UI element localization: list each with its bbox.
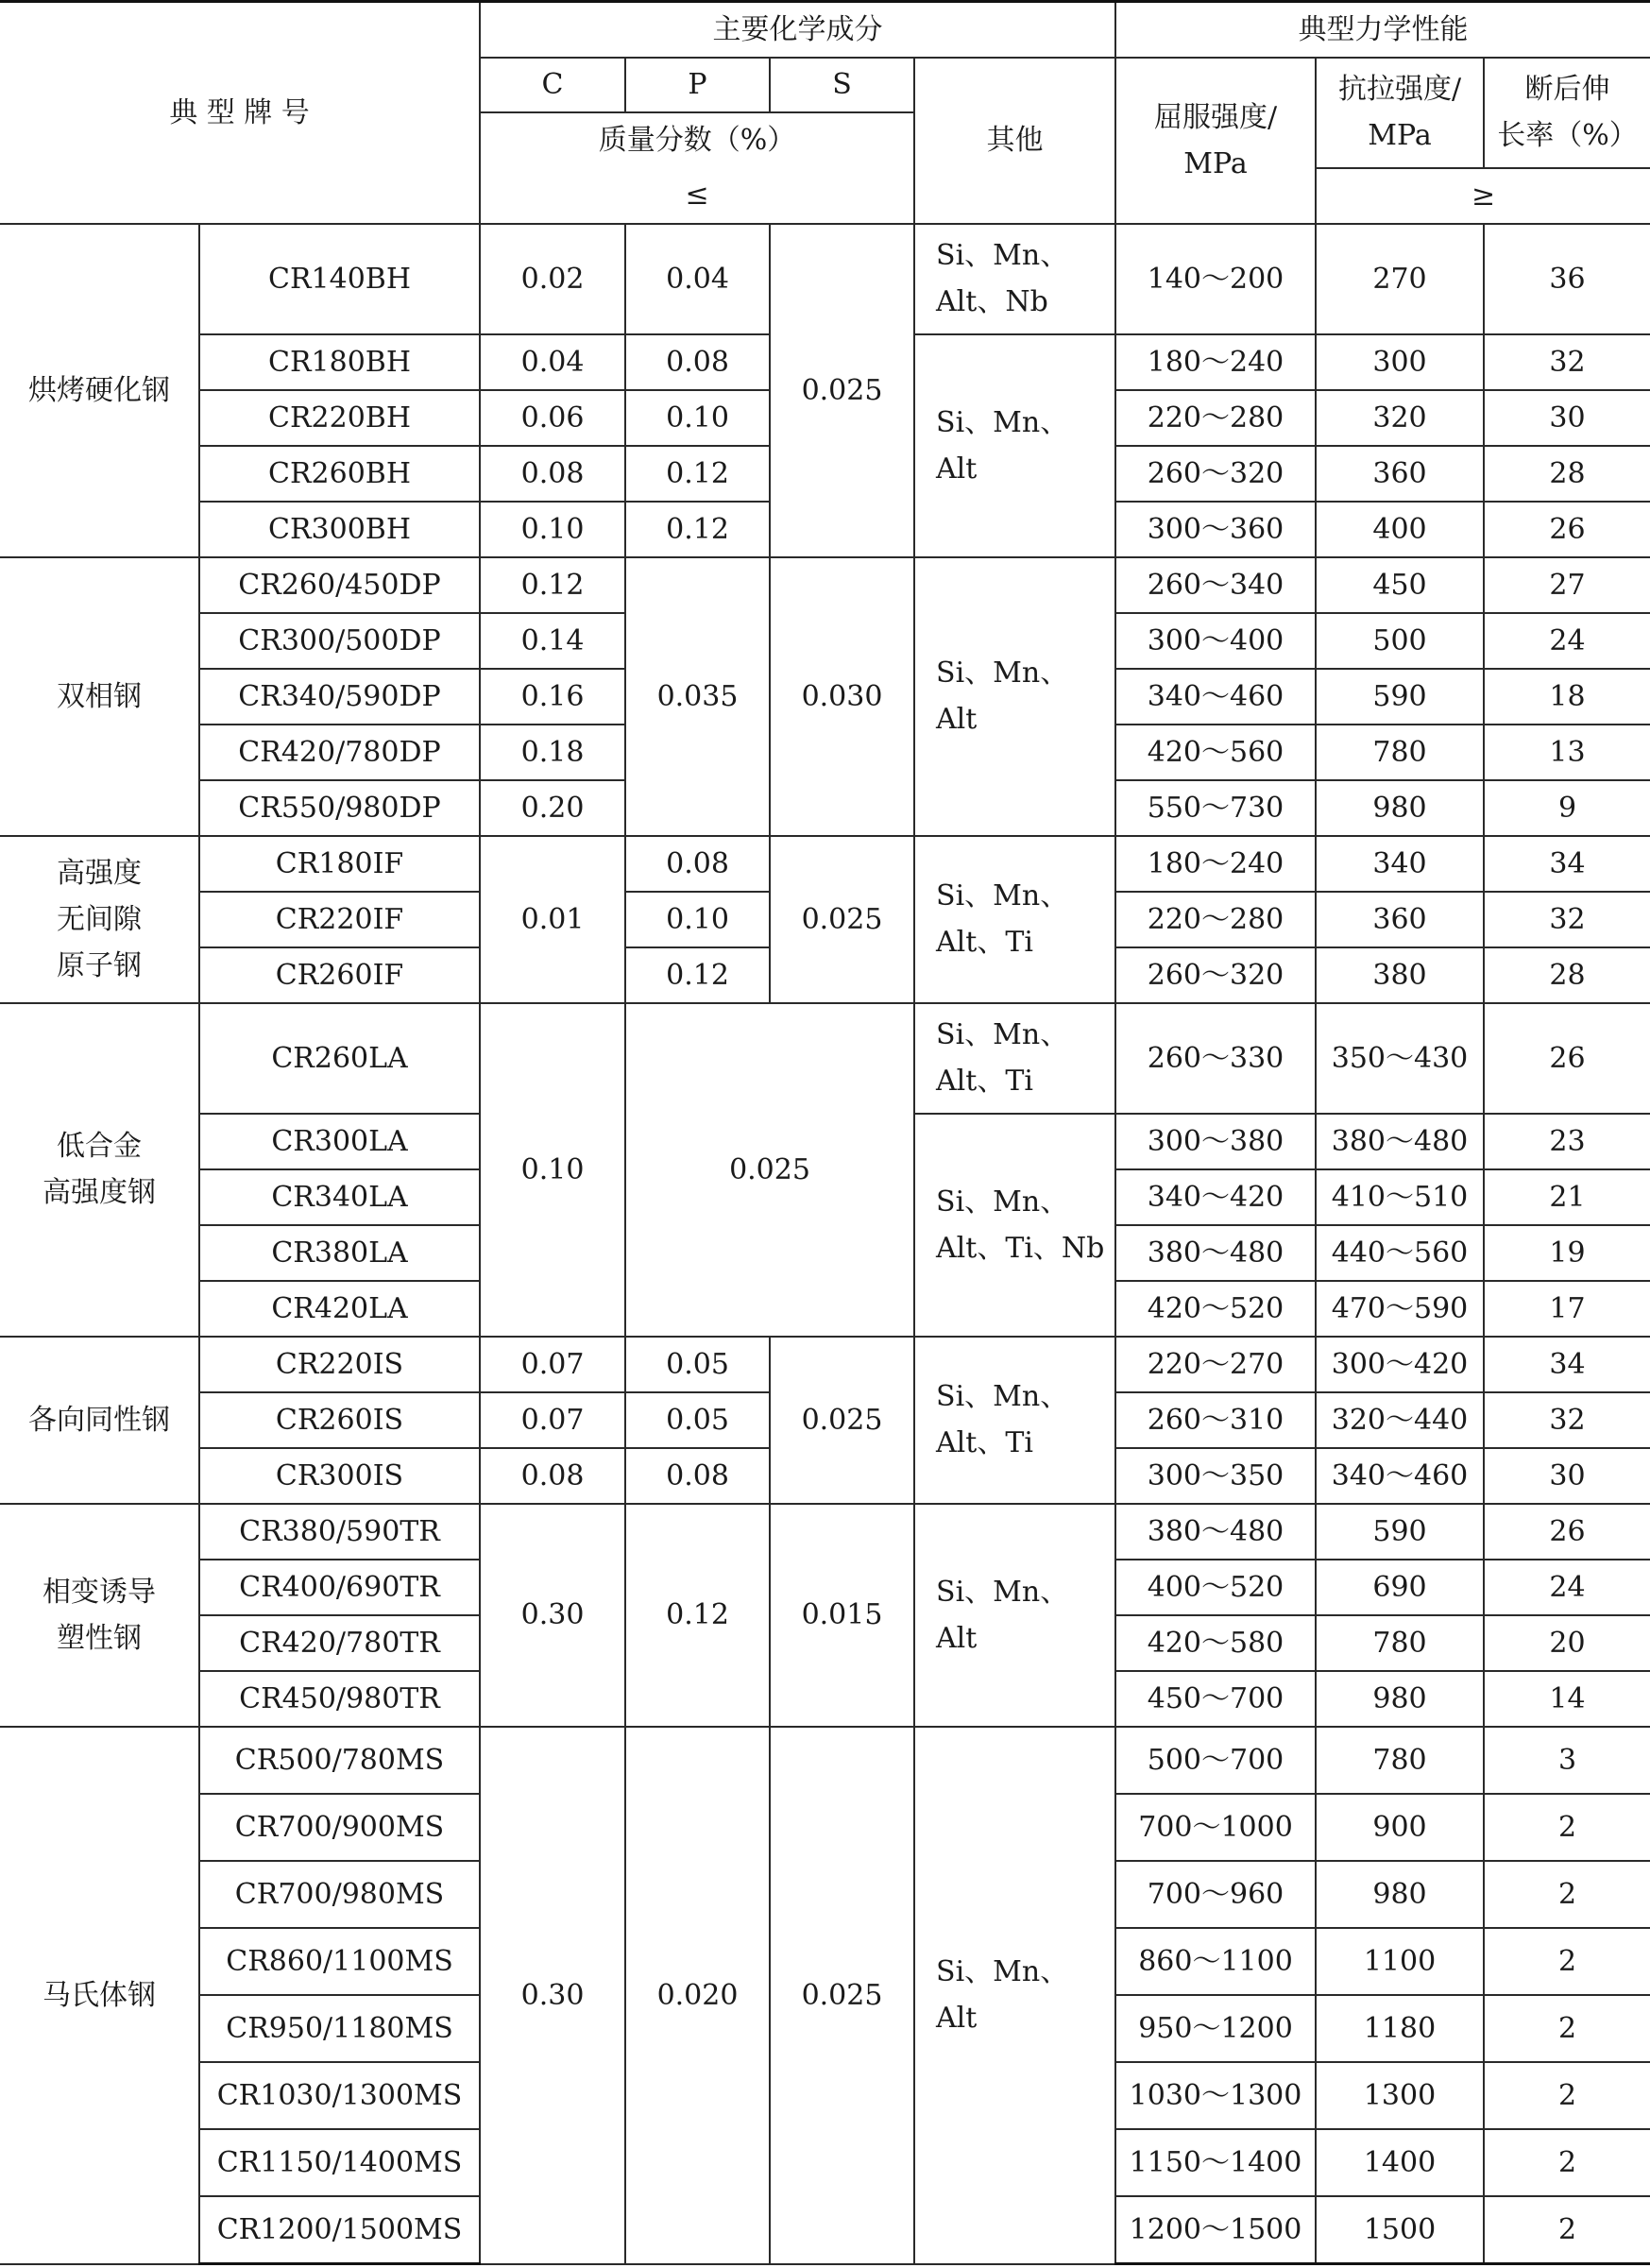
category-la: 低合金 高强度钢 — [0, 1003, 199, 1337]
is-other: Si、Mn、 Alt、Ti — [914, 1337, 1115, 1504]
table-row: 低合金 高强度钢 CR260LA 0.10 0.025 Si、Mn、 Alt、Ti 260～330 350～430 26 — [0, 1003, 1650, 1114]
table-row: CR180BH 0.04 0.08 Si、Mn、 Alt 180～240 300 32 — [0, 334, 1650, 390]
category-tr: 相变诱导 塑性钢 — [0, 1504, 199, 1727]
ms-other: Si、Mn、 Alt — [914, 1727, 1115, 2263]
table-row: CR420LA 420～520 470～590 17 — [0, 1281, 1650, 1337]
table-row: CR300BH 0.10 0.12 300～360 400 26 — [0, 502, 1650, 557]
if-other: Si、Mn、 Alt、Ti — [914, 836, 1115, 1003]
table-row: CR420/780DP 0.18 420～560 780 13 — [0, 725, 1650, 780]
tr-c: 0.30 — [480, 1504, 625, 1727]
header-elong: 断后伸 长率（%） — [1484, 58, 1650, 168]
table-row: 马氏体钢 CR500/780MS 0.30 0.020 0.025 Si、Mn、 Alt 500～700 780 3 — [0, 1727, 1650, 1794]
header-chem-group: 主要化学成分 — [480, 2, 1115, 58]
tr-s: 0.015 — [770, 1504, 914, 1727]
tr-p: 0.12 — [625, 1504, 770, 1727]
header-mass-fraction: 质量分数（%） — [480, 112, 914, 168]
header-p: P — [625, 58, 770, 112]
table-row: CR300LA Si、Mn、 Alt、Ti、Nb 300～380 380～480 23 — [0, 1114, 1650, 1169]
category-if: 高强度 无间隙 原子钢 — [0, 836, 199, 1003]
table-row: CR700/980MS 700～960 980 2 — [0, 1861, 1650, 1928]
bh-other-2: Si、Mn、 Alt — [914, 334, 1115, 557]
grade-cell: CR140BH — [199, 224, 480, 334]
header-grade: 典 型 牌 号 — [0, 2, 480, 224]
dp-p: 0.035 — [625, 557, 770, 836]
category-dp: 双相钢 — [0, 557, 199, 836]
if-s: 0.025 — [770, 836, 914, 1003]
table-row: 各向同性钢 CR220IS 0.07 0.05 0.025 Si、Mn、 Alt、Ti 220～270 300～420 34 — [0, 1337, 1650, 1392]
header-yield: 屈服强度/ MPa — [1115, 58, 1316, 224]
table-row: CR260IF 0.12 260～320 380 28 — [0, 947, 1650, 1003]
header-other: 其他 — [914, 58, 1115, 224]
table-row: 烘烤硬化钢 CR140BH 0.02 0.04 0.025 Si、Mn、 Alt、Nb 140～200 270 36 — [0, 224, 1650, 334]
header-c: C — [480, 58, 625, 112]
header-tensile: 抗拉强度/ MPa — [1316, 58, 1484, 168]
category-bh: 烘烤硬化钢 — [0, 224, 199, 557]
la-c: 0.10 — [480, 1003, 625, 1337]
table-row: CR450/980TR 450～700 980 14 — [0, 1671, 1650, 1727]
la-other-1: Si、Mn、 Alt、Ti — [914, 1003, 1115, 1114]
ms-s: 0.025 — [770, 1727, 914, 2263]
dp-s: 0.030 — [770, 557, 914, 836]
table-row: CR1200/1500MS 1200～1500 1500 2 — [0, 2196, 1650, 2263]
table-row: CR260BH 0.08 0.12 260～320 360 28 — [0, 446, 1650, 502]
table-row: CR260IS 0.07 0.05 260～310 320～440 32 — [0, 1392, 1650, 1448]
bh-s: 0.025 — [770, 224, 914, 557]
table-row: CR860/1100MS 860～1100 1100 2 — [0, 1928, 1650, 1995]
table-row: 相变诱导 塑性钢 CR380/590TR 0.30 0.12 0.015 Si、Mn、 Alt 380～480 590 26 — [0, 1504, 1650, 1560]
header-ge: ≥ — [1316, 168, 1650, 224]
table-row: CR300/500DP 0.14 300～400 500 24 — [0, 613, 1650, 669]
header-mech-group: 典型力学性能 — [1115, 2, 1650, 58]
ms-p: 0.020 — [625, 1727, 770, 2263]
header-le: ≤ — [480, 168, 914, 224]
category-ms: 马氏体钢 — [0, 1727, 199, 2263]
if-c: 0.01 — [480, 836, 625, 1003]
table-row: 高强度 无间隙 原子钢 CR180IF 0.01 0.08 0.025 Si、Mn、 Alt、Ti 180～240 340 34 — [0, 836, 1650, 892]
table-row: CR220BH 0.06 0.10 220～280 320 30 — [0, 390, 1650, 446]
table-row: CR300IS 0.08 0.08 300～350 340～460 30 — [0, 1448, 1650, 1504]
table-row: CR700/900MS 700～1000 900 2 — [0, 1794, 1650, 1861]
table-row: CR550/980DP 0.20 550～730 980 9 — [0, 780, 1650, 836]
is-s: 0.025 — [770, 1337, 914, 1504]
dp-other: Si、Mn、 Alt — [914, 557, 1115, 836]
table-row: CR420/780TR 420～580 780 20 — [0, 1615, 1650, 1671]
table-row: CR340/590DP 0.16 340～460 590 18 — [0, 669, 1650, 725]
tr-other: Si、Mn、 Alt — [914, 1504, 1115, 1727]
ms-c: 0.30 — [480, 1727, 625, 2263]
category-is: 各向同性钢 — [0, 1337, 199, 1504]
table-row: 双相钢 CR260/450DP 0.12 0.035 0.030 Si、Mn、 Alt 260～340 450 27 — [0, 557, 1650, 613]
table-row: CR400/690TR 400～520 690 24 — [0, 1560, 1650, 1615]
table-row: CR220IF 0.10 220～280 360 32 — [0, 892, 1650, 947]
table-row: CR1150/1400MS 1150～1400 1400 2 — [0, 2129, 1650, 2196]
la-ps: 0.025 — [625, 1003, 914, 1337]
bh-other-1: Si、Mn、 Alt、Nb — [914, 224, 1115, 334]
table-row: CR1030/1300MS 1030～1300 1300 2 — [0, 2062, 1650, 2129]
table-row: CR950/1180MS 950～1200 1180 2 — [0, 1995, 1650, 2062]
la-other-2: Si、Mn、 Alt、Ti、Nb — [914, 1114, 1115, 1337]
table-row: CR340LA 340～420 410～510 21 — [0, 1169, 1650, 1225]
header-s: S — [770, 58, 914, 112]
table-row: CR380LA 380～480 440～560 19 — [0, 1225, 1650, 1281]
